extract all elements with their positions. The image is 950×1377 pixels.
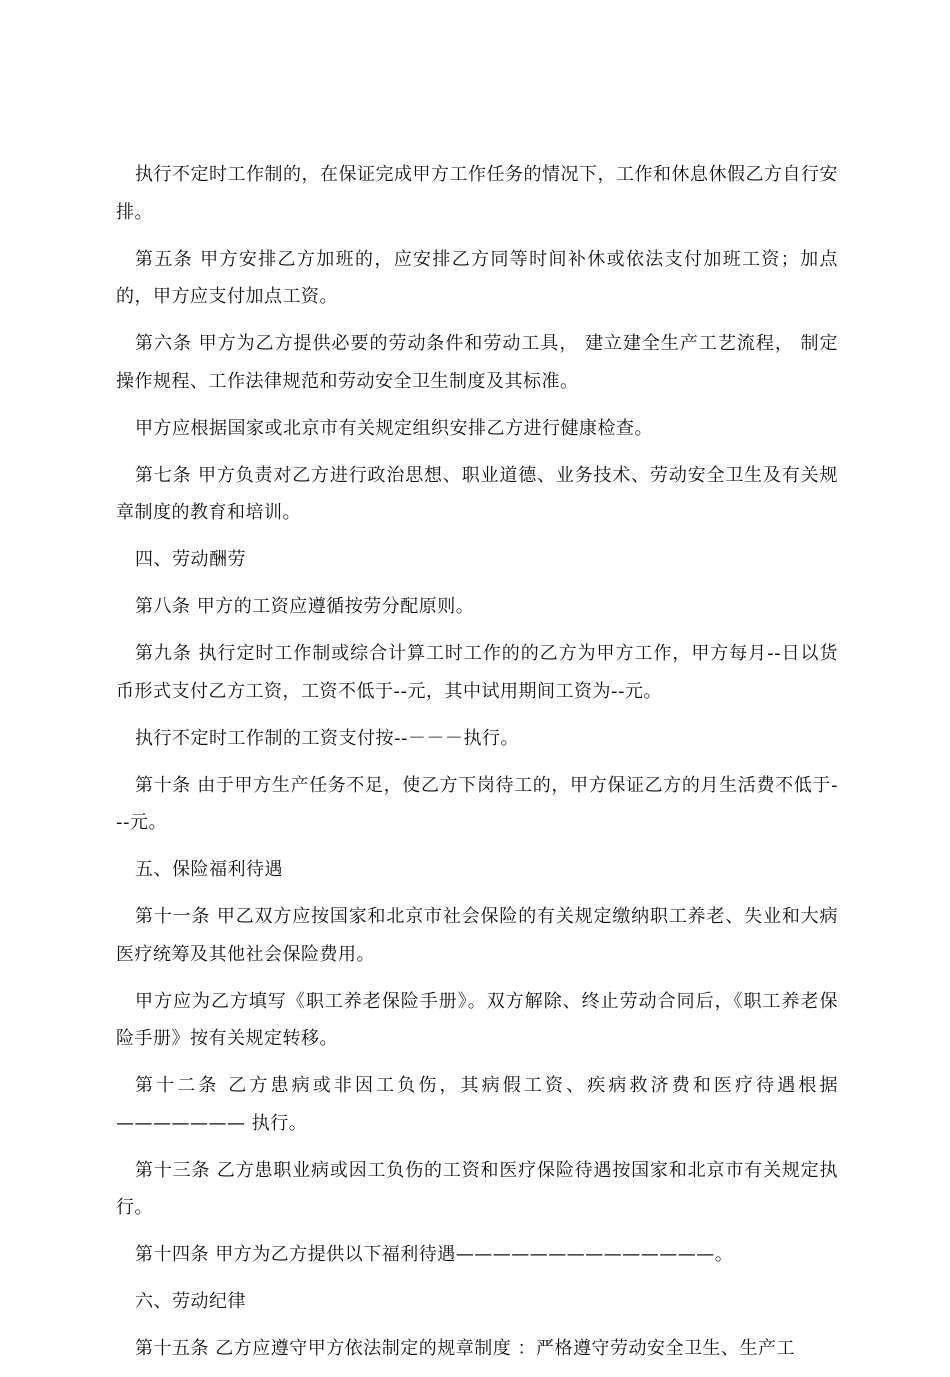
paragraph-article-12-sick-leave: 第十二条 乙方患病或非因工负伤，其病假工资、疾病救济费和医疗待遇根据——————— 执行。 [116, 1075, 838, 1134]
paragraph-health-check: 甲方应根据国家或北京市有关规定组织安排乙方进行健康检查。 [135, 417, 653, 439]
paragraph-article-14-welfare: 第十四条 甲方为乙方提供以下福利待遇——————————————。 [135, 1244, 734, 1265]
paragraph-article-13-occupational-injury: 第十三条 乙方患职业病或因工负伤的工资和医疗保险待遇按国家和北京市有关规定执行。 [116, 1159, 838, 1218]
paragraph-article-9-wage-payment: 第九条 执行定时工作制或综合计算工时工作的的乙方为甲方工作，甲方每月--日以货币形式支付乙方工资，工资不低于--元，其中试用期间工资为--元。 [116, 643, 838, 702]
document-body [116, 156, 838, 1377]
paragraph-article-11-social-insurance: 第十一条 甲乙双方应按国家和北京市社会保险的有关规定缴纳职工养老、失业和大病医疗统筹及其他社会保险费用。 [116, 906, 838, 965]
paragraph-article-15-rules: 第十五条 乙方应遵守甲方依法制定的规章制度 ：严格遵守劳动安全卫生、生产工 [135, 1338, 795, 1359]
paragraph-article-7-training: 第七条 甲方负责对乙方进行政治思想、职业道德、业务技术、劳动安全卫生及有关规章制度的教育和培训。 [116, 464, 838, 523]
paragraph-flexible-wage-payment: 执行不定时工作制的工资支付按--－－－执行。 [135, 727, 519, 749]
paragraph-article-5-overtime: 第五条 甲方安排乙方加班的，应安排乙方同等时间补休或依法支付加班工资；加点的，甲方应支付加点工资。 [116, 248, 838, 307]
paragraph-pension-handbook: 甲方应为乙方填写《职工养老保险手册》。双方解除、终止劳动合同后，《职工养老保险手册》按有关规定转移。 [116, 990, 838, 1049]
section-heading-labor-discipline: 六、劳动纪律 [135, 1291, 246, 1312]
section-heading-insurance-welfare: 五、保险福利待遇 [135, 859, 283, 880]
paragraph-article-10-living-allowance: 第十条 由于甲方生产任务不足，使乙方下岗待工的，甲方保证乙方的月生活费不低于---元。 [116, 774, 838, 833]
paragraph-article-6-working-conditions: 第六条 甲方为乙方提供必要的劳动条件和劳动工具， 建立建全生产工艺流程， 制定操作规程、工作法律规范和劳动安全卫生制度及其标准。 [116, 333, 838, 392]
section-heading-remuneration: 四、劳动酬劳 [135, 549, 246, 570]
paragraph-article-8-wage-principle: 第八条 甲方的工资应遵循按劳分配原则。 [135, 596, 475, 617]
paragraph-flexible-working-hours: 执行不定时工作制的，在保证完成甲方工作任务的情况下，工作和休息休假乙方自行安排。 [116, 164, 838, 223]
